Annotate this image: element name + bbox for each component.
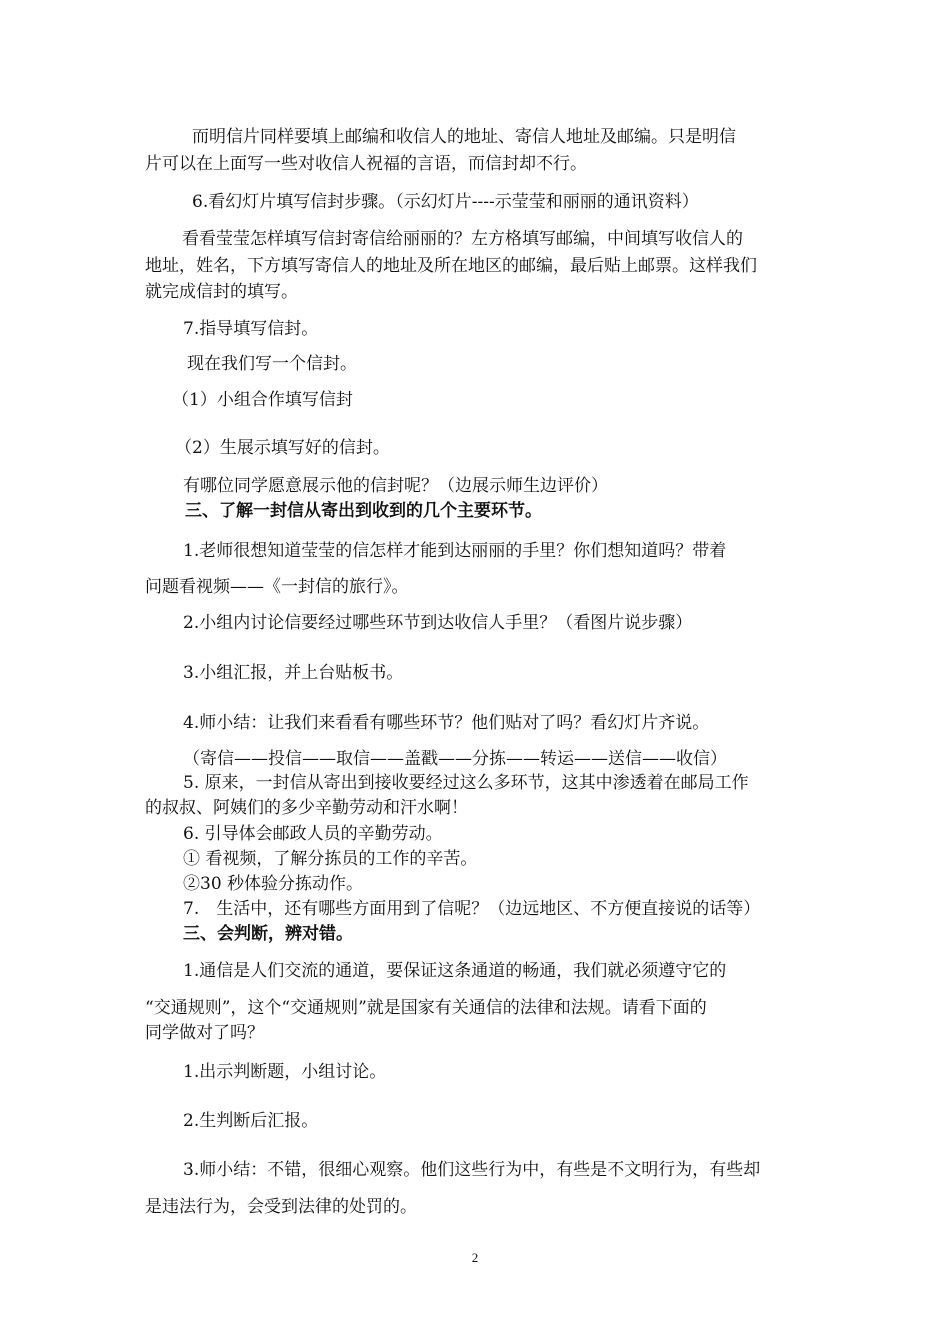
text-line: 4.师小结：让我们来看看有哪些环节？他们贴对了吗？看幻灯片齐说。 xyxy=(183,713,710,733)
text-line: （寄信——投信——取信——盖戳——分拣——转运——送信——收信） xyxy=(183,749,727,769)
page-number: 2 xyxy=(471,1250,479,1265)
text-line: 3.小组汇报，并上台贴板书。 xyxy=(183,663,404,683)
text-line: 2.生判断后汇报。 xyxy=(183,1111,319,1131)
text-line: 现在我们写一个信封。 xyxy=(187,354,357,374)
text-line: 的叔叔、阿姨们的多少辛勤劳动和汗水啊！ xyxy=(145,798,468,818)
text-line: 地址，姓名，下方填写寄信人的地址及所在地区的邮编，最后贴上邮票。这样我们 xyxy=(145,256,757,276)
text-line: （2）生展示填写好的信封。 xyxy=(175,438,390,458)
text-line: 6. 引导体会邮政人员的辛勤劳动。 xyxy=(183,824,443,844)
text-line: 看看莹莹怎样填写信封寄信给丽丽的？左方格填写邮编，中间填写收信人的 xyxy=(182,229,743,249)
text-line: 7.指导填写信封。 xyxy=(183,319,319,339)
text-line: 6.看幻灯片填写信封步骤。（示幻灯片----示莹莹和丽丽的通讯资料） xyxy=(192,192,699,212)
text-line: 1.通信是人们交流的通道，要保证这条通道的畅通，我们就必须遵守它的 xyxy=(183,961,727,981)
text-line: 有哪位同学愿意展示他的信封呢？（边展示师生边评价） xyxy=(183,476,608,496)
text-line: 片可以在上面写一些对收信人祝福的言语，而信封却不行。 xyxy=(145,154,587,174)
text-line: 而明信片同样要填上邮编和收信人的地址、寄信人地址及邮编。只是明信 xyxy=(192,127,736,147)
text-line: （1）小组合作填写信封 xyxy=(172,390,353,410)
text-line: 是违法行为，会受到法律的处罚的。 xyxy=(145,1197,417,1217)
text-line: 同学做对了吗？ xyxy=(145,1023,264,1043)
section-heading: 三、会判断，辨对错。 xyxy=(183,924,353,944)
text-line: 3.师小结：不错，很细心观察。他们这些行为中，有些是不文明行为，有些却 xyxy=(183,1160,761,1180)
text-line: 1.出示判断题，小组讨论。 xyxy=(183,1062,387,1082)
text-line: ②30 秒体验分拣动作。 xyxy=(183,874,364,894)
text-line: 2.小组内讨论信要经过哪些环节到达收信人手里？（看图片说步骤） xyxy=(183,613,693,633)
text-line: “交通规则”，这个“交通规则”就是国家有关通信的法律和法规。请看下面的 xyxy=(145,998,707,1018)
section-heading: 三、了解一封信从寄出到收到的几个主要环节。 xyxy=(185,501,542,521)
text-line: 就完成信封的填写。 xyxy=(145,282,298,302)
text-line: 5. 原来，一封信从寄出到接收要经过这么多环节，这其中渗透着在邮局工作 xyxy=(183,773,749,793)
text-line: 问题看视频——《一封信的旅行》。 xyxy=(145,577,409,597)
text-line: 7. 生活中，还有哪些方面用到了信呢？（边远地区、不方便直接说的话等） xyxy=(183,899,761,919)
text-line: ① 看视频，了解分拣员的工作的辛苦。 xyxy=(183,849,478,869)
text-line: 1.老师很想知道莹莹的信怎样才能到达丽丽的手里？你们想知道吗？带着 xyxy=(183,541,727,561)
